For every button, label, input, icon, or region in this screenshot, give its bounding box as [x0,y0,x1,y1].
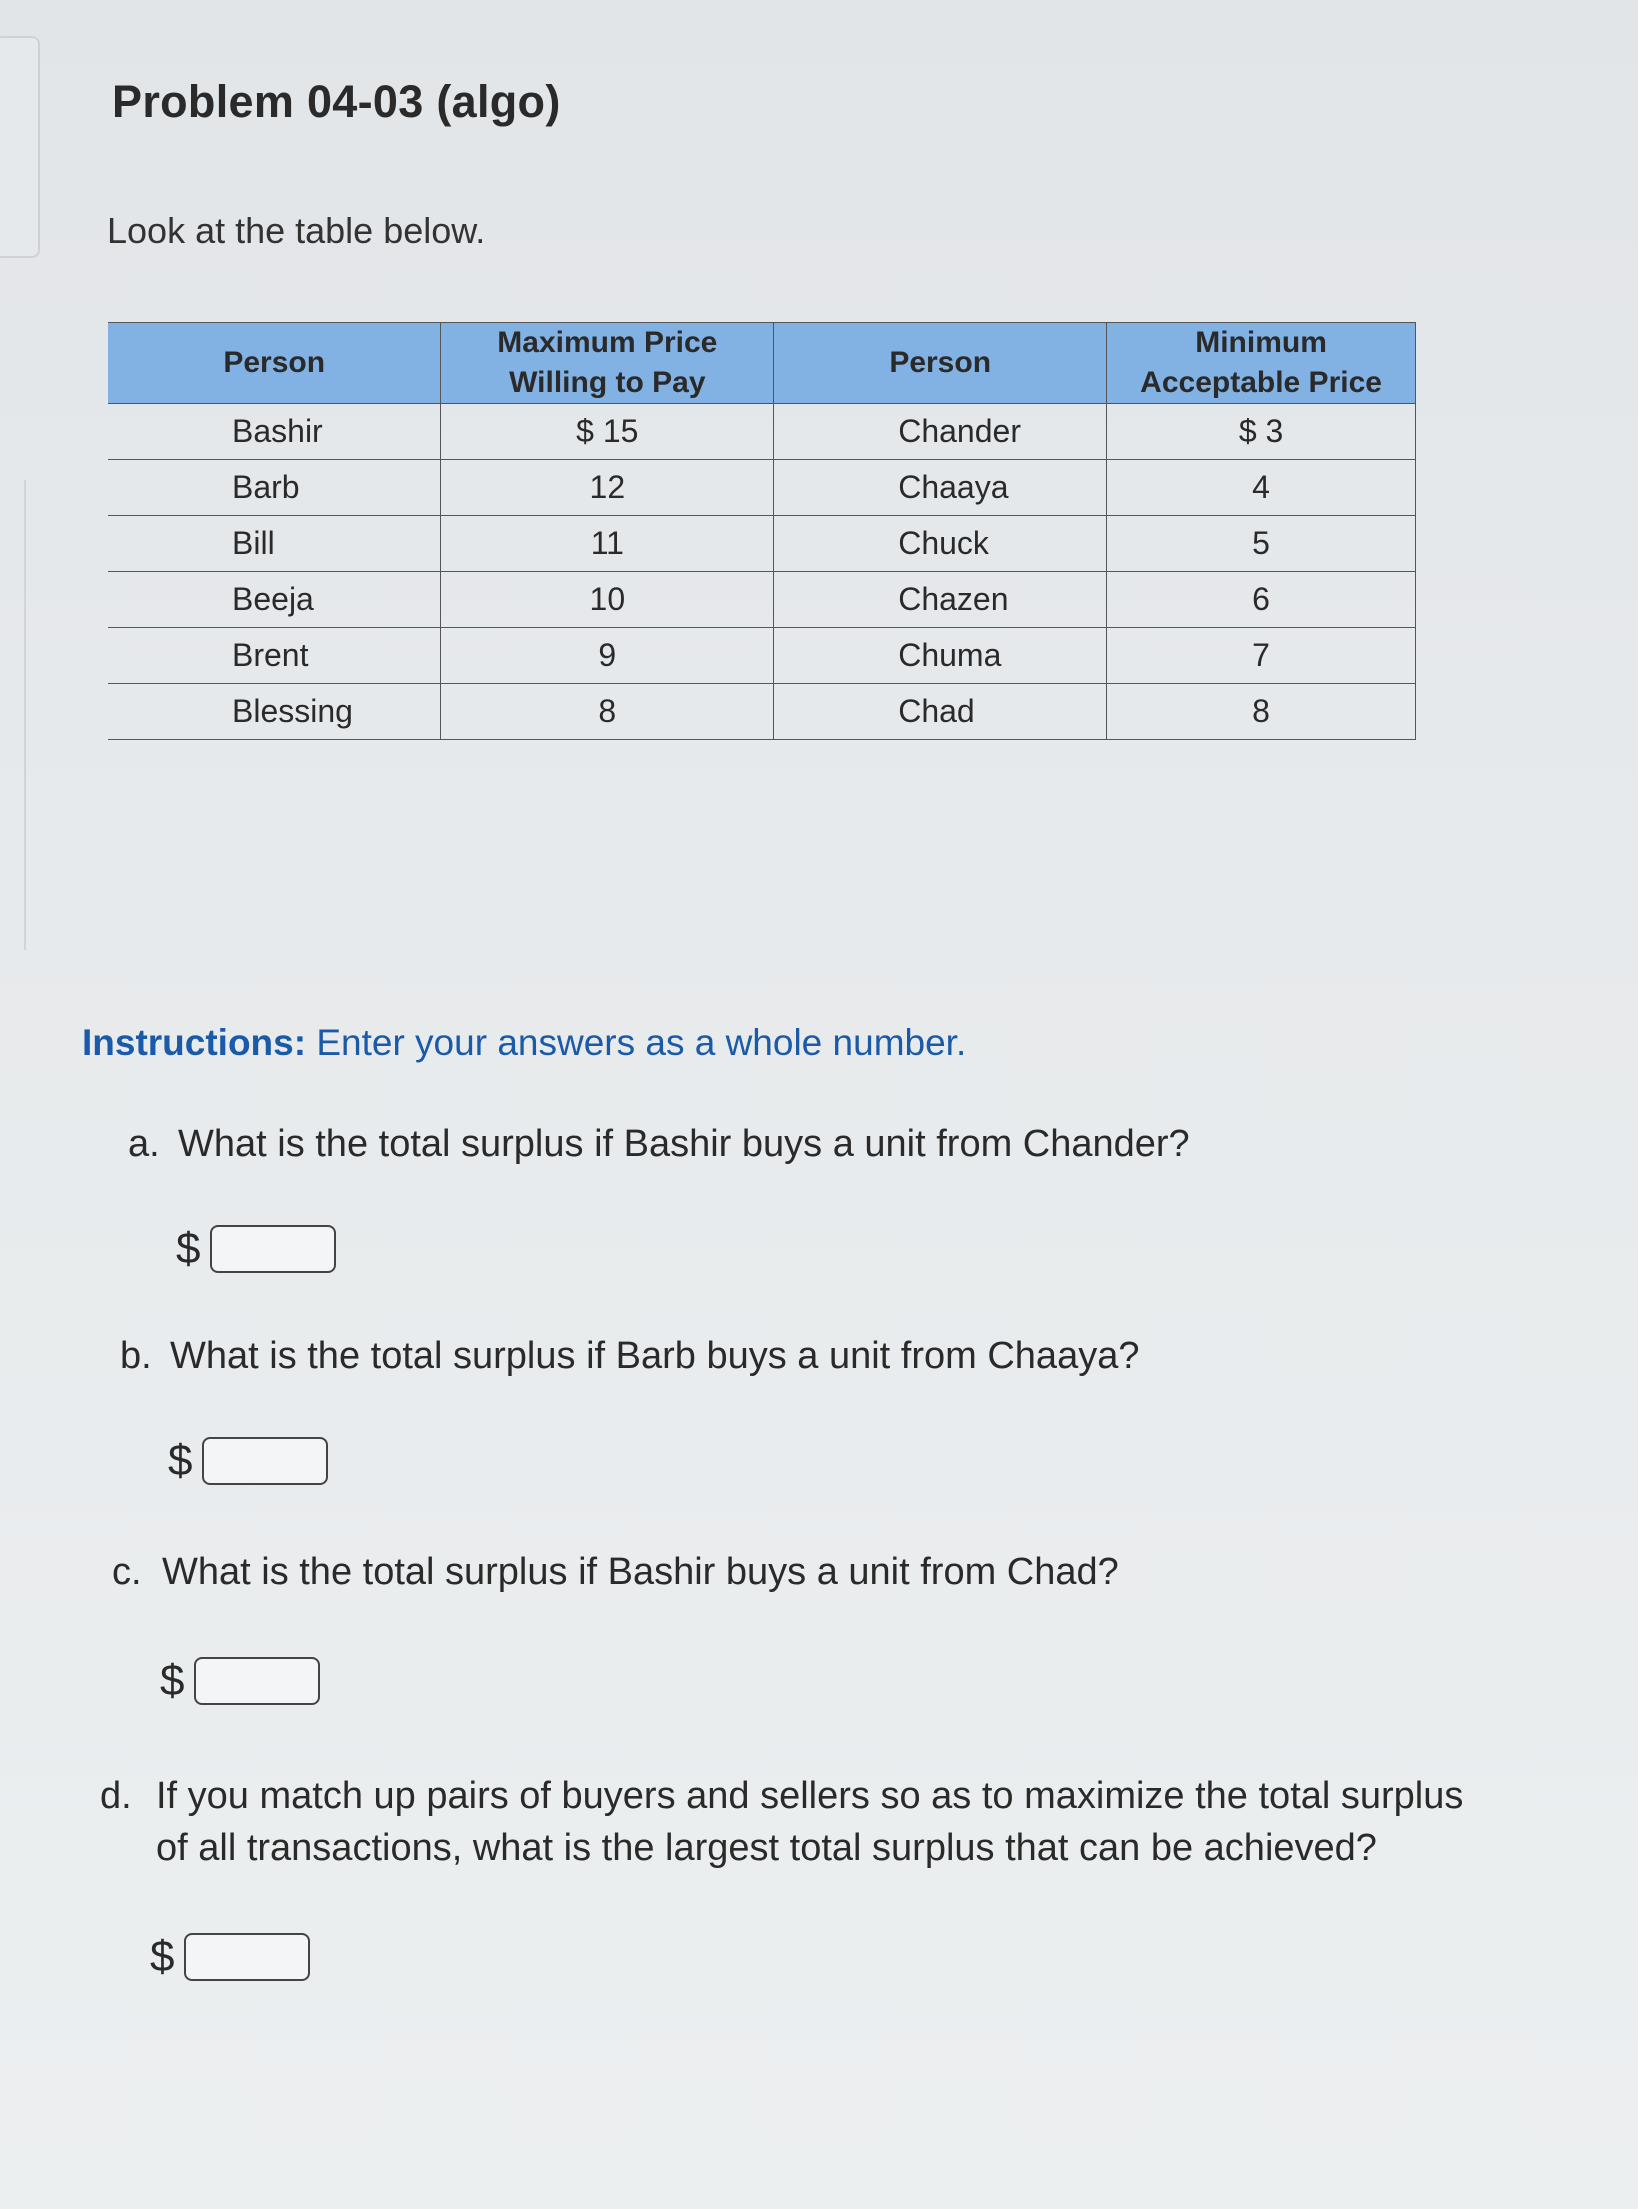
seller-name: Chander [774,404,1107,460]
table-row [108,404,1416,460]
question-label: a. [128,1123,160,1165]
question-text-line2: of all transactions, what is the largest total surplus that can be achieved? [156,1827,1377,1869]
max-price: $ 15 [441,404,774,460]
instructions [82,1022,966,1064]
question-c [112,1546,1119,1598]
min-price: 4 [1107,460,1416,516]
buyer-name: Bashir [108,404,441,460]
min-price: 5 [1107,516,1416,572]
question-a [128,1118,1190,1170]
question-label: c. [112,1551,142,1593]
max-price: 10 [441,572,774,628]
buyer-name: Bill [108,516,441,572]
answer-b-input[interactable] [202,1437,328,1485]
question-text: What is the total surplus if Bashir buys a unit from Chad? [162,1551,1119,1593]
instructions-text: Enter your answers as a whole number. [316,1022,967,1063]
seller-name: Chaaya [774,460,1107,516]
table-header-row [108,323,1416,404]
question-text-line1: If you match up pairs of buyers and sellers so as to maximize the total surplus [156,1775,1464,1817]
dollar-sign: $ [176,1224,201,1273]
header-max-price: Maximum Price Willing to Pay [441,323,774,404]
question-label: d. [100,1775,132,1817]
min-price: 6 [1107,572,1416,628]
header-buyer-person: Person [108,323,441,404]
seller-name: Chazen [774,572,1107,628]
problem-title: Problem 04-03 (algo) [112,76,561,127]
min-price: 7 [1107,628,1416,684]
max-price: 12 [441,460,774,516]
dollar-sign: $ [150,1932,175,1981]
dollar-sign: $ [160,1656,185,1705]
instructions-label: Instructions: [82,1022,307,1063]
table-row [108,460,1416,516]
buyer-name: Brent [108,628,441,684]
answer-c [160,1656,320,1706]
max-price: 8 [441,684,774,740]
max-price: 11 [441,516,774,572]
table-row [108,516,1416,572]
seller-name: Chuck [774,516,1107,572]
buyer-name: Beeja [108,572,441,628]
answer-c-input[interactable] [194,1657,320,1705]
side-panel-edge [0,480,26,950]
buyer-name: Blessing [108,684,441,740]
price-table [108,322,1416,740]
header-min-price: Minimum Acceptable Price [1107,323,1416,404]
table-row [108,628,1416,684]
answer-a-input[interactable] [210,1225,336,1273]
max-price: 9 [441,628,774,684]
answer-a [176,1224,336,1274]
dollar-sign: $ [168,1436,193,1485]
min-price: 8 [1107,684,1416,740]
question-text: What is the total surplus if Barb buys a unit from Chaaya? [170,1335,1140,1377]
answer-d [150,1932,310,1982]
question-b [120,1330,1139,1382]
table-row [108,572,1416,628]
question-text: What is the total surplus if Bashir buys a unit from Chander? [178,1123,1190,1165]
header-seller-person: Person [774,323,1107,404]
answer-b [168,1436,328,1486]
intro-text: Look at the table below. [107,210,486,251]
min-price: $ 3 [1107,404,1416,460]
seller-name: Chuma [774,628,1107,684]
question-d [100,1770,1463,1874]
side-panel-tab[interactable] [0,36,40,258]
question-label: b. [120,1335,152,1377]
buyer-name: Barb [108,460,441,516]
table-row [108,684,1416,740]
seller-name: Chad [774,684,1107,740]
answer-d-input[interactable] [184,1933,310,1981]
